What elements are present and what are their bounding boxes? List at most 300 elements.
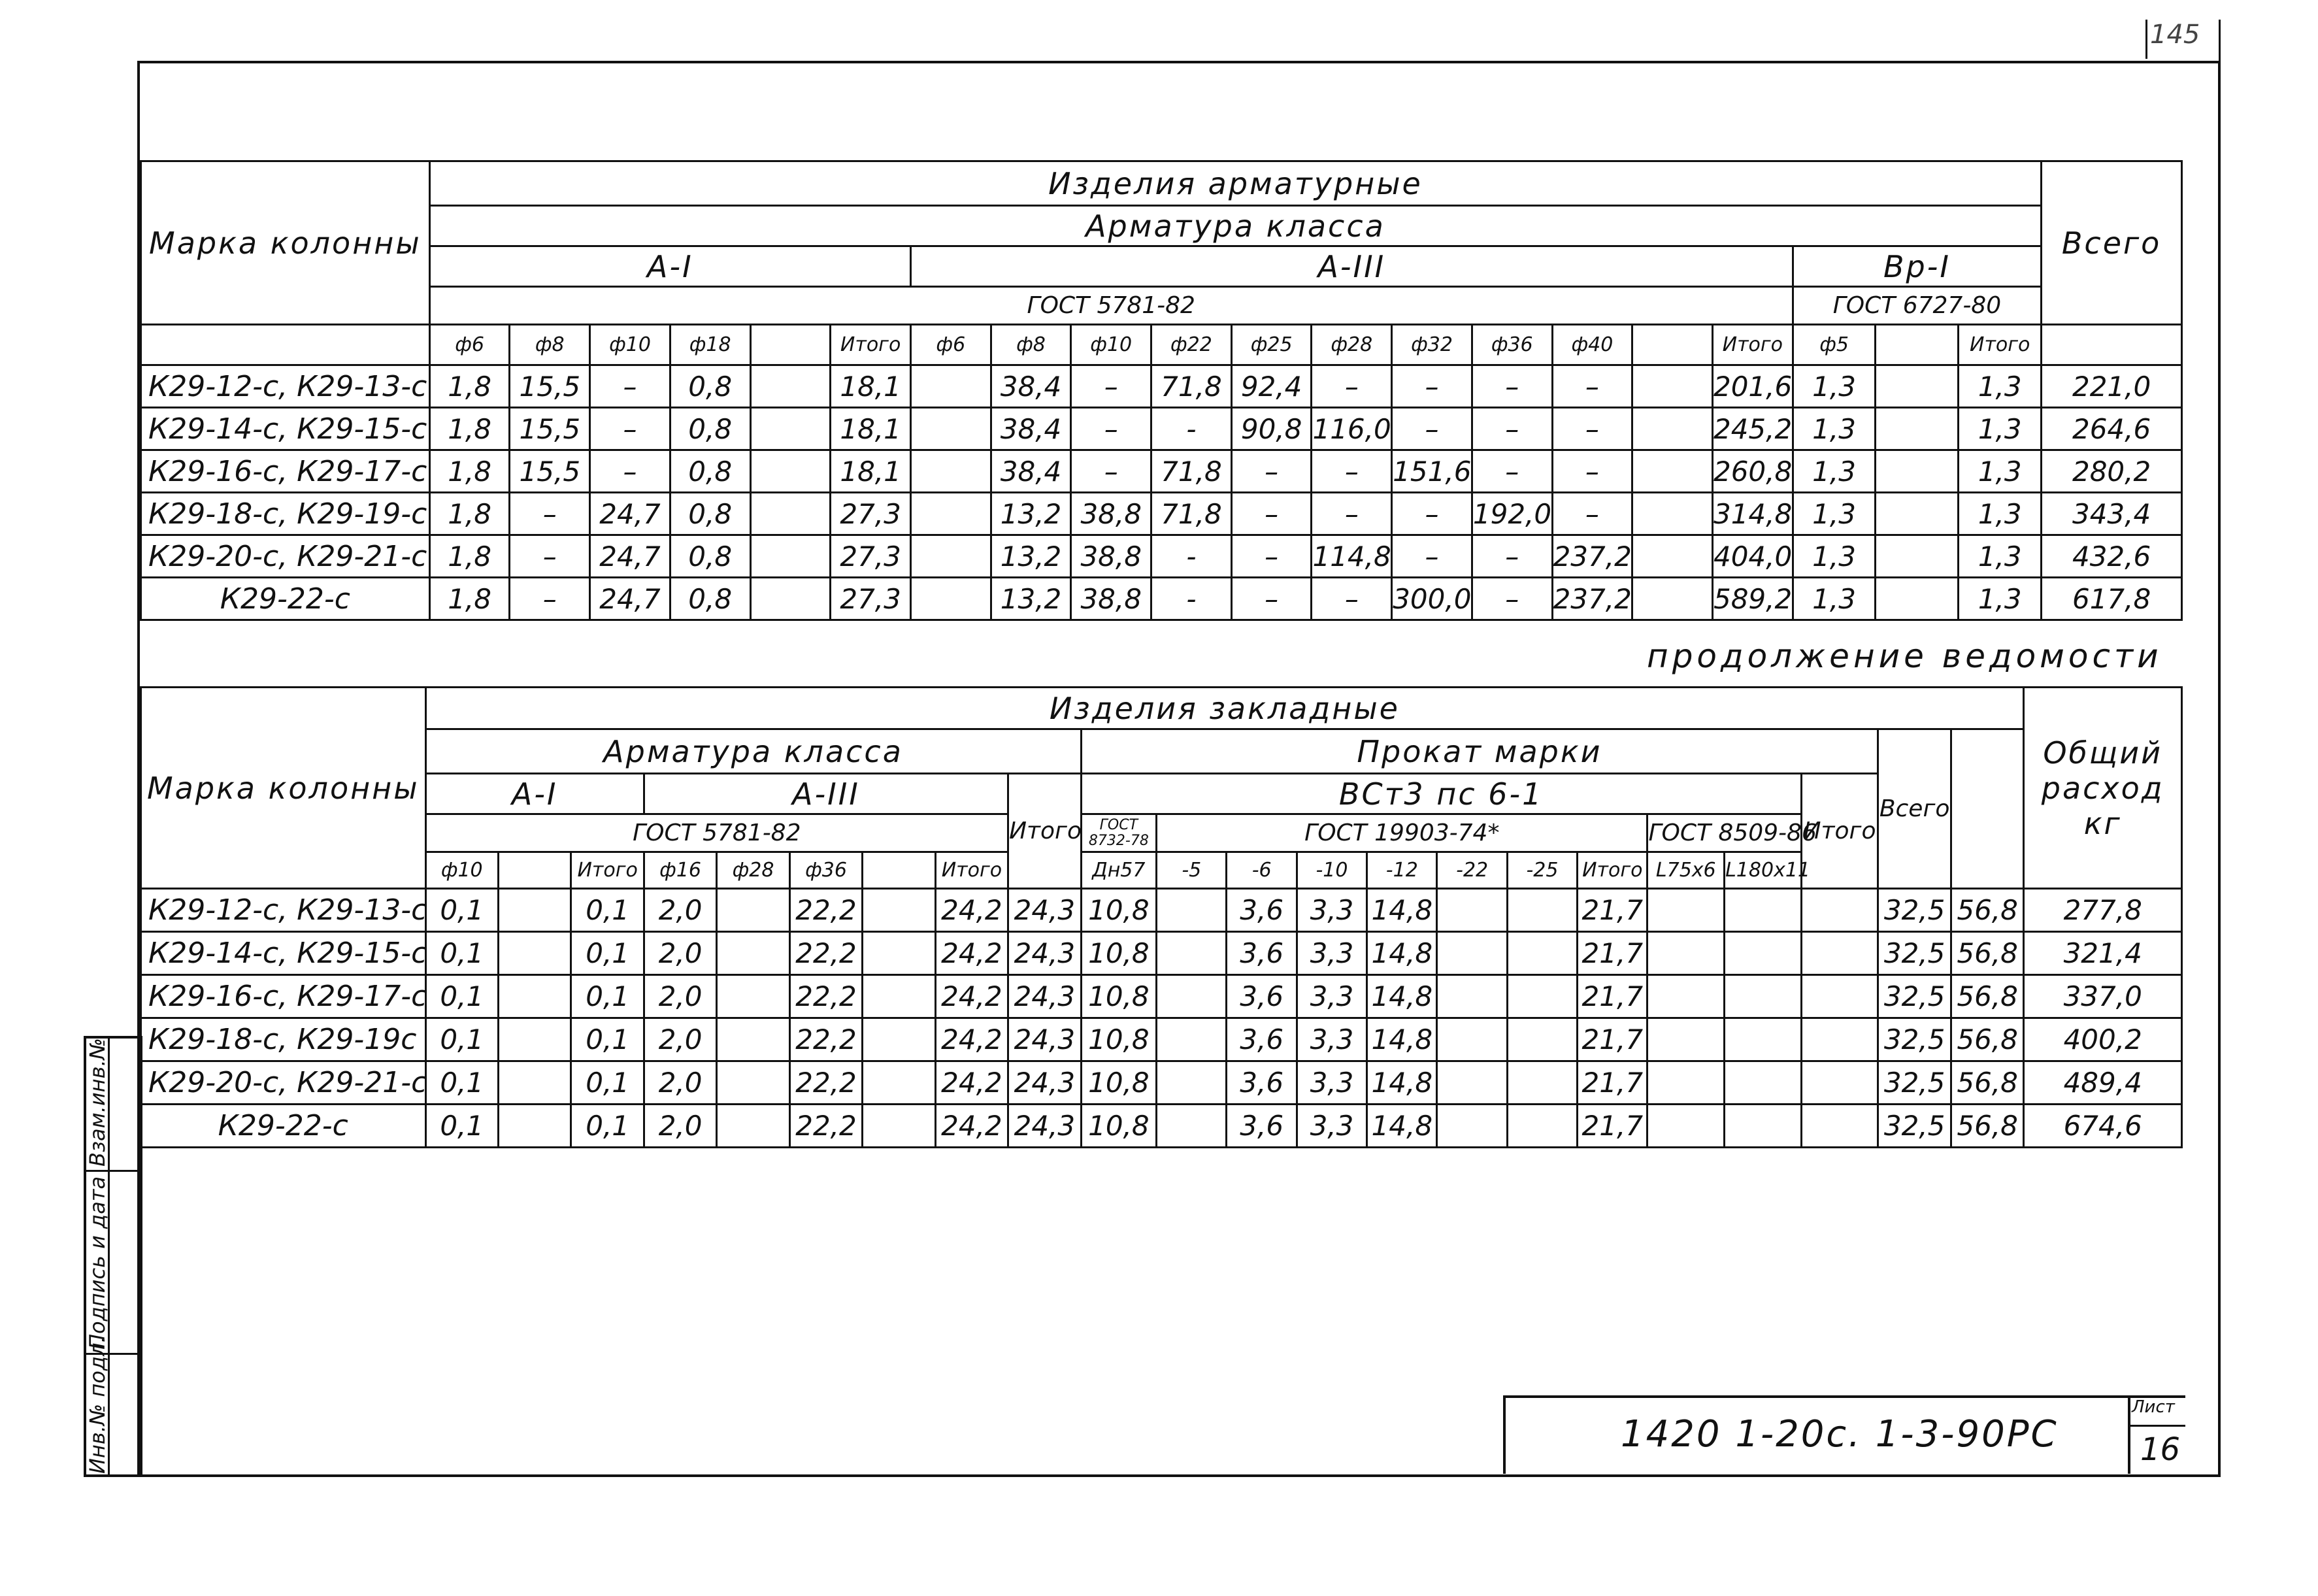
table-cell: 116,0 [1312, 408, 1392, 450]
table-cell [750, 365, 831, 408]
t1-class-a1: А-I [429, 246, 910, 287]
t1-col-header: Итого [831, 325, 911, 365]
t1-col-header: ф36 [1472, 325, 1552, 365]
side-podpis: Подпись и дата [85, 1176, 110, 1350]
table-cell [1157, 1105, 1227, 1148]
table-cell: 32,5 [1878, 1018, 1951, 1061]
table-cell: 0,1 [425, 975, 498, 1018]
table-cell [1725, 1018, 1802, 1061]
table-cell [1876, 578, 1959, 620]
table-cell: 24,3 [1008, 1061, 1081, 1105]
t2-header-group: Изделия закладные [425, 688, 2024, 729]
t2-gost-8509: ГОСТ 8509-86 [1647, 814, 1801, 852]
sheet-number: 16 [2140, 1431, 2181, 1468]
table-cell: 14,8 [1367, 932, 1437, 975]
table-cell: – [510, 535, 590, 578]
table-cell: 1,8 [429, 408, 510, 450]
table-cell [1876, 408, 1959, 450]
table-cell [1876, 365, 1959, 408]
row-total: 617,8 [2042, 578, 2182, 620]
table-cell: 18,1 [831, 450, 911, 493]
table-cell: 32,5 [1878, 1105, 1951, 1148]
table-cell: 10,8 [1081, 932, 1157, 975]
table-cell: 27,3 [831, 493, 911, 535]
t1-col-header: ф10 [590, 325, 671, 365]
table-cell: – [1231, 578, 1312, 620]
row-mark: К29-18-с, К29-19-с [141, 493, 430, 535]
table-cell: – [1472, 450, 1552, 493]
table-cell [1801, 932, 1878, 975]
table-cell: 1,3 [1793, 408, 1876, 450]
table-cell: 15,5 [510, 365, 590, 408]
table-cell: 13,2 [991, 493, 1071, 535]
row-mark: К29-18-с, К29-19с [141, 1018, 426, 1061]
continuation-label: продолжение ведомости [1647, 637, 2162, 675]
t2-col-header: Итого [1578, 852, 1647, 889]
table-cell: 38,4 [991, 408, 1071, 450]
table-cell: 56,8 [1951, 1018, 2024, 1061]
t2-col-header: ф10 [425, 852, 498, 889]
table-cell: 22,2 [789, 889, 862, 932]
table-cell: 1,8 [429, 578, 510, 620]
table-cell: 2,0 [644, 975, 716, 1018]
t2-header-mark: Марка колонны [141, 688, 426, 889]
table-cell: 1,3 [1959, 365, 2042, 408]
table-cell [1647, 975, 1725, 1018]
table-cell [1507, 1061, 1577, 1105]
table-row [141, 493, 2182, 535]
table-cell: 32,5 [1878, 975, 1951, 1018]
t2-col-header [498, 852, 571, 889]
table-cell: 38,8 [1071, 493, 1151, 535]
table-row [141, 450, 2182, 493]
row-total: 277,8 [2024, 889, 2182, 932]
t1-header-mark: Марка колонны [141, 161, 430, 325]
table-cell: 1,3 [1793, 578, 1876, 620]
table-cell: 22,2 [789, 975, 862, 1018]
table-cell: 151,6 [1392, 450, 1472, 493]
table-cell: 32,5 [1878, 932, 1951, 975]
table-cell: 24,2 [935, 1105, 1008, 1148]
table-cell [1437, 1061, 1507, 1105]
table-cell [498, 932, 571, 975]
table-cell: 2,0 [644, 932, 716, 975]
table-cell: 1,8 [429, 493, 510, 535]
t1-class-vr1: Вр-I [1793, 246, 2042, 287]
table-cell: - [1151, 535, 1232, 578]
table-cell: 1,3 [1793, 535, 1876, 578]
table-cell: 1,3 [1959, 578, 2042, 620]
table-cell: 92,4 [1231, 365, 1312, 408]
table-cell: 3,6 [1227, 889, 1297, 932]
row-total: 400,2 [2024, 1018, 2182, 1061]
table-cell: 22,2 [789, 932, 862, 975]
table-cell: 0,8 [670, 578, 750, 620]
table-row [141, 408, 2182, 450]
t2-col-header: ф36 [789, 852, 862, 889]
t2-col-header: ф16 [644, 852, 716, 889]
row-total: 221,0 [2042, 365, 2182, 408]
t2-col-header: -10 [1297, 852, 1366, 889]
table-cell: 2,0 [644, 1061, 716, 1105]
table-cell [1632, 450, 1713, 493]
table-cell: 38,4 [991, 450, 1071, 493]
table-cell: 404,0 [1712, 535, 1793, 578]
table-row [141, 1105, 2182, 1148]
table-cell: – [1472, 535, 1552, 578]
row-mark: К29-12-с, К29-13-с [141, 889, 426, 932]
page-number-tick [2145, 20, 2147, 59]
table-cell: 3,6 [1227, 1018, 1297, 1061]
table-cell: 260,8 [1712, 450, 1793, 493]
table-cell: 3,6 [1227, 1061, 1297, 1105]
table-cell [1632, 578, 1713, 620]
table-row [141, 365, 2182, 408]
table-cell [1647, 889, 1725, 932]
table-cell: 3,3 [1297, 975, 1366, 1018]
t1-col-header: ф18 [670, 325, 750, 365]
table-cell: – [1071, 365, 1151, 408]
table-cell: 1,8 [429, 450, 510, 493]
table-cell: 22,2 [789, 1018, 862, 1061]
table-cell: 0,1 [571, 1061, 644, 1105]
table-cell [750, 450, 831, 493]
row-total: 343,4 [2042, 493, 2182, 535]
table-cell: 24,2 [935, 932, 1008, 975]
t2-col-header: -25 [1507, 852, 1577, 889]
table-cell: 2,0 [644, 889, 716, 932]
table-cell: 56,8 [1951, 932, 2024, 975]
table-cell: 13,2 [991, 535, 1071, 578]
table-cell: 24,2 [935, 889, 1008, 932]
t1-col-header: ф40 [1552, 325, 1632, 365]
t1-col-header: ф10 [1071, 325, 1151, 365]
table-cell: 21,7 [1578, 1061, 1647, 1105]
table-cell [1157, 1061, 1227, 1105]
t2-header-arm: Арматура класса [425, 729, 1081, 774]
table-cell [1507, 1018, 1577, 1061]
row-mark: К29-12-с, К29-13-с [141, 365, 430, 408]
t2-col-header: Дн57 [1081, 852, 1157, 889]
table-cell: 0,1 [425, 1061, 498, 1105]
t1-col-header [750, 325, 831, 365]
table-cell: 24,7 [590, 578, 671, 620]
table-cell: 1,3 [1793, 493, 1876, 535]
t2-col-header: Итого [935, 852, 1008, 889]
table-cell: 14,8 [1367, 975, 1437, 1018]
table-cell: 1,3 [1793, 365, 1876, 408]
page-number: 145 [2150, 20, 2200, 50]
table-row [141, 1061, 2182, 1105]
t2-col-header: -12 [1367, 852, 1437, 889]
t1-col-header: ф6 [910, 325, 991, 365]
table-cell: 38,8 [1071, 578, 1151, 620]
table-cell [498, 1061, 571, 1105]
table-cell: 0,1 [571, 1105, 644, 1148]
table-cell [1725, 1105, 1802, 1148]
table-cell: 15,5 [510, 450, 590, 493]
table-cell: – [1231, 450, 1312, 493]
table-cell: 18,1 [831, 408, 911, 450]
table-row [141, 975, 2182, 1018]
t1-header-class: Арматура класса [429, 206, 2041, 246]
table-cell [1437, 889, 1507, 932]
table-cell: 3,3 [1297, 1018, 1366, 1061]
table-cell: – [1231, 493, 1312, 535]
t1-header-group: Изделия арматурные [429, 161, 2041, 206]
table-cell [750, 535, 831, 578]
table-cell: 27,3 [831, 578, 911, 620]
table-cell [910, 450, 991, 493]
table-cell: – [590, 450, 671, 493]
table-cell: 38,4 [991, 365, 1071, 408]
t2-col-header: Итого [571, 852, 644, 889]
table-cell [910, 578, 991, 620]
table-cell [498, 1105, 571, 1148]
table-cell [1507, 889, 1577, 932]
table-cell: 21,7 [1578, 932, 1647, 975]
t1-col-header: ф32 [1392, 325, 1472, 365]
table-cell [1157, 889, 1227, 932]
table-cell: – [1312, 493, 1392, 535]
row-total: 321,4 [2024, 932, 2182, 975]
table-cell [1876, 493, 1959, 535]
table-cell [1725, 889, 1802, 932]
table-cell: 245,2 [1712, 408, 1793, 450]
table-cell [1632, 535, 1713, 578]
table-cell [717, 1105, 789, 1148]
table-cell: – [1312, 365, 1392, 408]
table-cell [910, 535, 991, 578]
table-cell: 14,8 [1367, 1018, 1437, 1061]
reinforcement-table [140, 160, 2183, 621]
table-cell: 589,2 [1712, 578, 1793, 620]
table-cell: 24,7 [590, 493, 671, 535]
table-cell [1157, 932, 1227, 975]
table-cell [717, 1018, 789, 1061]
side-vzam: Взам.инв.№ [85, 1038, 110, 1167]
document-code: 1420 1-20с. 1-3-90РС [1621, 1413, 2059, 1455]
table-cell: 0,1 [571, 975, 644, 1018]
table-cell: 300,0 [1392, 578, 1472, 620]
table-cell [1437, 932, 1507, 975]
table-cell: – [1552, 365, 1632, 408]
table-cell: – [1392, 365, 1472, 408]
table-cell: 0,1 [425, 889, 498, 932]
table-cell: 90,8 [1231, 408, 1312, 450]
table-cell: – [1392, 535, 1472, 578]
table-cell: 237,2 [1552, 578, 1632, 620]
row-mark: К29-14-с, К29-15-с [141, 932, 426, 975]
table-row [141, 1018, 2182, 1061]
t2-col-header: -6 [1227, 852, 1297, 889]
table-cell: 201,6 [1712, 365, 1793, 408]
table-cell: 1,8 [429, 365, 510, 408]
t1-header-total: Всего [2042, 161, 2182, 325]
table-row [141, 535, 2182, 578]
table-cell [1507, 975, 1577, 1018]
table-cell: 56,8 [1951, 1061, 2024, 1105]
table-cell: 38,8 [1071, 535, 1151, 578]
table-cell: 0,1 [571, 889, 644, 932]
table-cell: 0,8 [670, 365, 750, 408]
table-cell [863, 1061, 935, 1105]
table-cell: 21,7 [1578, 889, 1647, 932]
table-cell: – [590, 408, 671, 450]
table-cell [1801, 975, 1878, 1018]
table-cell [498, 1018, 571, 1061]
table-cell: 2,0 [644, 1105, 716, 1148]
table-cell [750, 578, 831, 620]
t2-itogo-arm: Итого [1008, 774, 1081, 889]
table-cell [910, 365, 991, 408]
table-cell: 3,3 [1297, 1061, 1366, 1105]
t2-header-prokat: Прокат марки [1081, 729, 1878, 774]
table-cell: 3,3 [1297, 1105, 1366, 1148]
table-cell: – [1312, 450, 1392, 493]
t2-col-header: L75х6 [1647, 852, 1725, 889]
row-mark: К29-22-с [141, 1105, 426, 1148]
t1-col-header: ф8 [991, 325, 1071, 365]
table-cell [498, 975, 571, 1018]
table-cell [1437, 1105, 1507, 1148]
t2-class-a1: А-I [425, 774, 644, 814]
table-cell [863, 1105, 935, 1148]
table-cell [1157, 1018, 1227, 1061]
table-cell: 10,8 [1081, 1061, 1157, 1105]
table-cell: – [1552, 408, 1632, 450]
t2-itogo-prokat: Итого [1801, 774, 1878, 889]
table-cell [1801, 1018, 1878, 1061]
table-cell: 21,7 [1578, 1018, 1647, 1061]
table-cell: 1,3 [1959, 493, 2042, 535]
side-stamp-line-1 [84, 1170, 142, 1172]
table-row [141, 578, 2182, 620]
table-cell: 2,0 [644, 1018, 716, 1061]
table-cell: 24,2 [935, 1018, 1008, 1061]
side-inv-podl: Инв.№ подл. [85, 1336, 110, 1474]
table-cell: 21,7 [1578, 975, 1647, 1018]
table-cell: 24,2 [935, 975, 1008, 1018]
table-cell: - [1151, 578, 1232, 620]
table-cell [1647, 1018, 1725, 1061]
table-cell: 24,3 [1008, 932, 1081, 975]
table-cell: 192,0 [1472, 493, 1552, 535]
table-cell: – [1231, 535, 1312, 578]
t1-col-header: ф6 [429, 325, 510, 365]
table-cell: 114,8 [1312, 535, 1392, 578]
table-cell: 1,3 [1959, 408, 2042, 450]
table-cell [1876, 535, 1959, 578]
sheet-label: Лист [2132, 1397, 2175, 1417]
table-cell: 24,3 [1008, 1105, 1081, 1148]
table-cell: 18,1 [831, 365, 911, 408]
table-cell: – [1472, 408, 1552, 450]
table-cell: 71,8 [1151, 493, 1232, 535]
row-total: 674,6 [2024, 1105, 2182, 1148]
t1-col-header: ф8 [510, 325, 590, 365]
table-cell [1876, 450, 1959, 493]
table-cell: – [1472, 365, 1552, 408]
t2-gost-19903: ГОСТ 19903-74* [1157, 814, 1647, 852]
table-cell: 27,3 [831, 535, 911, 578]
table-cell: 3,3 [1297, 932, 1366, 975]
table-cell: – [510, 578, 590, 620]
t1-class-a3: А-III [910, 246, 1793, 287]
t1-total-col-spacer [2042, 325, 2182, 365]
table-cell: 14,8 [1367, 889, 1437, 932]
t2-col-header [863, 852, 935, 889]
table-cell: 0,1 [571, 1018, 644, 1061]
row-mark: К29-14-с, К29-15-с [141, 408, 430, 450]
table-cell: 32,5 [1878, 1061, 1951, 1105]
t1-gost-main: ГОСТ 5781-82 [429, 287, 1793, 325]
row-mark: К29-16-с, К29-17-с [141, 975, 426, 1018]
row-total: 264,6 [2042, 408, 2182, 450]
table-cell: 24,3 [1008, 1018, 1081, 1061]
table-cell: – [1071, 450, 1151, 493]
table-cell [863, 889, 935, 932]
t2-col-header: ф28 [717, 852, 789, 889]
t2-class-a3: А-III [644, 774, 1008, 814]
t1-col-header: ф25 [1231, 325, 1312, 365]
table-cell: – [1552, 450, 1632, 493]
table-cell: 14,8 [1367, 1061, 1437, 1105]
t1-col-header: Итого [1959, 325, 2042, 365]
table-cell [1632, 408, 1713, 450]
table-cell: 1,3 [1959, 535, 2042, 578]
table-cell [1725, 932, 1802, 975]
table-cell [1632, 493, 1713, 535]
table-cell: 56,8 [1951, 889, 2024, 932]
t2-col-header: -22 [1437, 852, 1507, 889]
table-cell: 22,2 [789, 1061, 862, 1105]
table-cell: 21,7 [1578, 1105, 1647, 1148]
table-cell: 3,6 [1227, 932, 1297, 975]
table-cell [1725, 975, 1802, 1018]
table-cell: 24,3 [1008, 889, 1081, 932]
table-cell [1632, 365, 1713, 408]
table-cell [1507, 1105, 1577, 1148]
row-mark: К29-22-с [141, 578, 430, 620]
table-cell [910, 493, 991, 535]
row-mark: К29-20-с, К29-21-с [141, 535, 430, 578]
table-cell: 0,8 [670, 535, 750, 578]
table-cell: 3,6 [1227, 975, 1297, 1018]
table-cell: 0,1 [425, 1018, 498, 1061]
table-cell [1437, 1018, 1507, 1061]
table-row [141, 889, 2182, 932]
table-cell: 0,1 [425, 932, 498, 975]
table-cell: 0,8 [670, 408, 750, 450]
table-cell: 0,1 [571, 932, 644, 975]
table-cell [717, 975, 789, 1018]
table-cell [1801, 889, 1878, 932]
table-cell: 0,8 [670, 450, 750, 493]
t1-col-header: ф28 [1312, 325, 1392, 365]
t1-col-header: Итого [1712, 325, 1793, 365]
table-cell: 3,3 [1297, 889, 1366, 932]
row-total: 337,0 [2024, 975, 2182, 1018]
table-cell [1725, 1061, 1802, 1105]
table-cell: 71,8 [1151, 365, 1232, 408]
row-mark: К29-20-с, К29-21-с [141, 1061, 426, 1105]
table-cell: – [590, 365, 671, 408]
t1-col-header: ф22 [1151, 325, 1232, 365]
table-cell: 10,8 [1081, 975, 1157, 1018]
table-cell [750, 493, 831, 535]
sheet-divider [2128, 1425, 2185, 1427]
